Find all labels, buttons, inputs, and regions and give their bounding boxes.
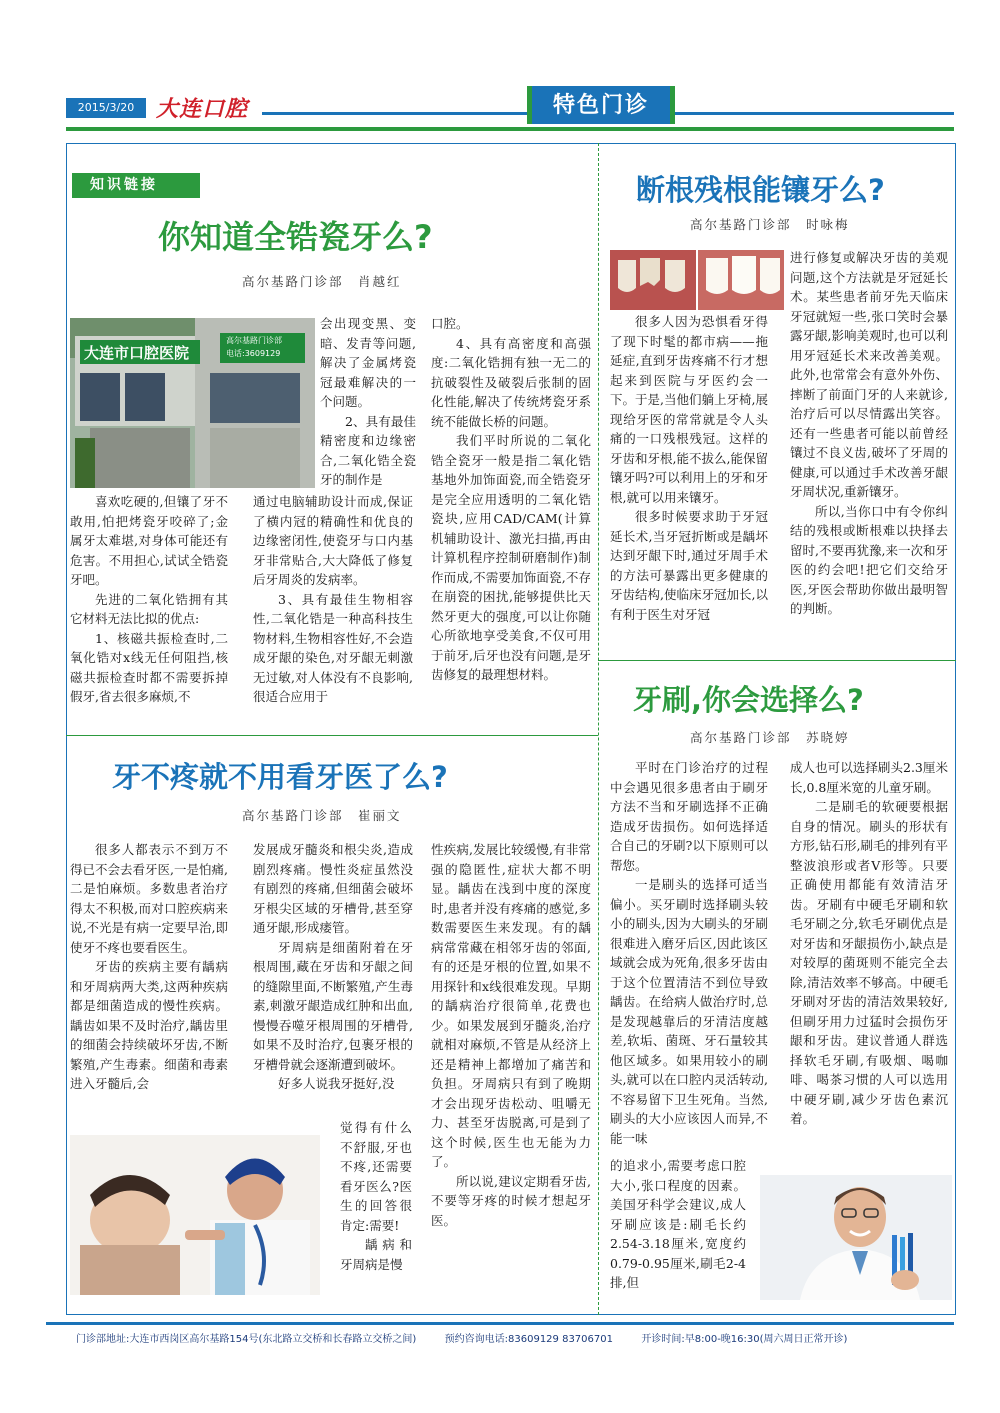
paragraph: 觉得有什么不舒服,牙也不疼,还需要看牙医么?医生的回答很肯定:需要! xyxy=(340,1120,412,1233)
paragraph: 很多人因为恐惧看牙得了现下时髦的都市病——拖延症,直到牙齿疼痛不行才想起来到医院与牙医约会一下。于是,当他们躺上牙椅,展现给牙医的常常就是令人头痛的一口残根残冠。这样的牙齿和牙根,能不拔么,能保留镶牙吗?可以利用上的牙和牙根,就可以用来镶牙。 xyxy=(610,314,768,505)
article4-byline: 高尔基路门诊部 苏晓婷 xyxy=(690,730,850,745)
clinic-building-photo xyxy=(70,318,315,488)
paragraph: 龋病和牙周病是慢 xyxy=(340,1237,412,1272)
dentist-smiling-icon xyxy=(760,1175,952,1300)
article1-title: 你知道全锆瓷牙么? xyxy=(158,218,433,256)
issue-date: 2015/3/20 xyxy=(66,98,146,118)
article1-col2-bottom xyxy=(253,492,413,707)
teeth-before-after-icon xyxy=(610,250,784,310)
column-divider xyxy=(598,143,599,1315)
article3-byline: 高尔基路门诊部 时咏梅 xyxy=(690,217,850,232)
paragraph: 先进的二氧化锆拥有其它材料无法比拟的优点: xyxy=(70,591,228,626)
article2-byline: 高尔基路门诊部 崔丽文 xyxy=(242,808,402,823)
paragraph: 1、核磁共振检查时,二氧化锆对x线无任何阻挡,核磁共振检查时都不需要拆掉假牙,省去很多麻烦,不 xyxy=(70,630,228,704)
dentist-exam-photo xyxy=(70,1135,320,1295)
article1-byline: 高尔基路门诊部 肖越红 xyxy=(242,274,402,289)
article1-col1 xyxy=(70,492,228,707)
clinic-sign-sub: 高尔基路门诊部 xyxy=(226,336,282,345)
paragraph: 所以说,建议定期看牙齿,不要等牙疼的时候才想起牙医。 xyxy=(431,1173,591,1228)
article2-col3 xyxy=(431,840,591,1230)
section-title: 特色门诊 xyxy=(527,86,675,124)
paragraph: 发展成牙髓炎和根尖炎,造成剧烈疼痛。慢性炎症虽然没有剧烈的疼痛,但细菌会破坏牙根尖区域的牙槽骨,甚至穿通牙龈,形成瘘管。 xyxy=(253,842,413,935)
paragraph: 性疾病,发展比较缓慢,有非常强的隐匿性,症状大都不明显。龋齿在浅到中度的深度时,患者并没有疼痛的感觉,多数需要医生来发现。有的龋病常常藏在相邻牙齿的邻面,有的还是牙根的位置,如果不用探针和x线很难发现。早期的龋病治疗很简单,花费也少。如果发展到牙髓炎,治疗就相对麻烦,不管是从经济上还是精神上都增加了痛苦和负担。牙周病只有到了晚期才会出现牙齿松动、咀嚼无力、甚至牙齿脱离,可是到了这个时候,医生也无能为力了。 xyxy=(431,842,591,1169)
footer-rule xyxy=(46,1322,954,1325)
article4-col2 xyxy=(790,758,948,1129)
footer-address: 门诊部地址:大连市西岗区高尔基路154号(东北路立交桥和长春路立交桥之间) xyxy=(76,1334,417,1345)
article2-col2-continued xyxy=(340,1118,412,1274)
publication-logo: 大连口腔 xyxy=(156,96,249,122)
clinic-sign-text: 大连市口腔医院 xyxy=(84,344,190,362)
article2-col1 xyxy=(70,840,228,1094)
paragraph: 通过电脑辅助设计而成,保证了横内冠的精确性和优良的边缘密闭性,使瓷牙与口内基牙非常贴合,大大降低了修复后牙周炎的发病率。 xyxy=(253,494,413,587)
paragraph: 我们平时所说的二氧化锆全瓷牙一般是指二氧化锆基地外加饰面瓷,而全锆瓷牙是完全应用透明的二氧化锆瓷块,应用CAD/CAM(计算机辅助设计、激光扫描,再由计算机程序控制研磨制作)制作而成,不需要加饰面瓷,不存在崩瓷的困扰,能够提供比天然牙更大的强度,可以让你随心所欲地享受美食,不仅可用于前牙,后牙也没有问题,是牙齿修复的最理想材料。 xyxy=(431,433,591,682)
footer-hours: 开诊时间:早8:00-晚16:30(周六周日正常开诊) xyxy=(641,1334,848,1345)
dentist-toothbrush-photo xyxy=(760,1175,952,1300)
article4-col1-continued xyxy=(610,1156,746,1293)
article1-col3 xyxy=(431,314,591,685)
right-divider xyxy=(598,660,956,661)
article1-col2-top xyxy=(320,314,416,490)
article4-title: 牙刷,你会选择么? xyxy=(633,683,864,717)
paragraph: 口腔。 xyxy=(431,316,469,331)
paragraph: 3、具有最佳生物相容性,二氧化锆是一种高科技生物材料,生物相容性好,不会造成牙龈的染色,对牙龈无刺激无过敏,对人体没有不良影响,很适合应用于 xyxy=(253,591,413,704)
header-rule-green xyxy=(66,127,954,131)
footer-phone: 预约咨询电话:83609129 83706701 xyxy=(444,1334,613,1345)
article3-col2 xyxy=(790,248,948,619)
paragraph: 一是刷头的选择可适当偏小。买牙刷时选择刷头较小的刷头,因为大刷头的牙刷很难进入磨牙后区,因此该区域就会成为死角,很多牙齿由于这个位置清洁不到位导致龋齿。在给病人做治疗时,总是发现越靠后的牙清洁度越差,软垢、菌斑、牙石量较其他区域多。如果用较小的刷头,就可以在口腔内灵活转动,不容易留下卫生死角。当然,刷头的大小应该因人而异,不能一味 xyxy=(610,877,768,1146)
broken-teeth-photo xyxy=(610,250,784,310)
paragraph: 成人也可以选择刷头2.3厘米长,0.8厘米宽的儿童牙刷。 xyxy=(790,760,948,795)
paragraph: 牙周病是细菌附着在牙根周围,藏在牙齿和牙龈之间的缝隙里面,不断繁殖,产生毒素,刺激牙龈造成红肿和出血,慢慢吞噬牙根周围的牙槽骨,如果不及时治疗,包裹牙根的牙槽骨就会逐渐遭到破坏。 xyxy=(253,939,413,1072)
paragraph: 好多人说我牙挺好,没 xyxy=(278,1076,395,1091)
clinic-sign-phone: 电话:3609129 xyxy=(226,349,281,358)
paragraph: 2、具有最佳精密度和边缘密合,二氧化锆全瓷牙的制作是 xyxy=(320,413,416,487)
article2-col2 xyxy=(253,840,413,1094)
article2-title: 牙不疼就不用看牙医了么? xyxy=(112,760,448,794)
article3-title: 断根残根能镶牙么? xyxy=(636,173,885,207)
dentist-exam-icon xyxy=(70,1135,320,1295)
paragraph: 很多时候要求助于牙冠延长术,当牙冠折断或是龋坏达到牙龈下时,通过牙周手术的方法可暴露出更多健康的牙齿结构,使临床牙冠加长,以有利于医生对牙冠 xyxy=(610,509,768,622)
left-divider xyxy=(66,735,598,736)
paragraph: 平时在门诊治疗的过程中会遇见很多患者由于刷牙方法不当和牙刷选择不正确造成牙齿损伤。如何选择适合自己的牙刷?以下原则可以帮您。 xyxy=(610,760,768,873)
footer-info xyxy=(76,1330,847,1345)
paragraph: 牙齿的疾病主要有龋病和牙周病两大类,这两种疾病都是细菌造成的慢性疾病。龋齿如果不及时治疗,龋齿里的细菌会持续破坏牙齿,不断繁殖,产生毒素。细菌和毒素进入牙髓后,会 xyxy=(70,959,228,1091)
article3-col1 xyxy=(610,312,768,624)
paragraph: 进行修复或解决牙齿的美观问题,这个方法就是牙冠延长术。某些患者前牙先天临床牙冠就短一些,张口笑时会暴露牙龈,影响美观时,也可以利用牙冠延长术来改善美观。此外,也常常会有意外外伤、摔断了前面门牙的人来就诊,治疗后可以尽情露出笑容。还有一些患者可能以前曾经镶过不良义齿,破坏了牙周的健康,可以通过手术改善牙龈牙周状况,重新镶牙。 xyxy=(790,250,948,499)
paragraph: 的追求小,需要考虑口腔大小,张口程度的因素。美国牙科学会建议,成人牙刷应该是:刷毛长约2.54-3.18厘米,宽度约0.79-0.95厘米,刷毛2-4排,但 xyxy=(610,1158,746,1290)
paragraph: 很多人都表示不到万不得已不会去看牙医,一是怕痛,二是怕麻烦。多数患者治疗得太不积极,而对口腔疾病来说,不光是有病一定要早治,即使牙不疼也要看医生。 xyxy=(70,842,228,955)
article4-col1 xyxy=(610,758,768,1148)
paragraph: 二是刷毛的软硬要根据自身的情况。刷头的形状有方形,钻石形,刷毛的排列有平整波浪形或者V形等。只要正确使用都能有效清洁牙齿。牙刷有中硬毛牙刷和软毛牙刷之分,软毛牙刷优点是对牙齿和牙龈损伤小,缺点是对较厚的菌斑则不能完全去除,清洁效率不够高。中硬毛牙刷对牙齿的清洁效果较好,但刷牙用力过猛时会损伤牙龈和牙齿。建议普通人群选择软毛牙刷,有吸烟、喝咖啡、喝茶习惯的人可以选用中硬牙刷,减少牙齿色素沉着。 xyxy=(790,799,948,1126)
paragraph: 会出现变黑、变暗、发青等问题,解决了金属烤瓷冠最难解决的一个问题。 xyxy=(320,316,416,409)
knowledge-link-tag: 知识链接 xyxy=(72,173,200,198)
paragraph: 4、具有高密度和高强度:二氧化锆拥有独一无二的抗破裂性及破裂后张制的固化性能,解决了传统烤瓷牙系统不能做长桥的问题。 xyxy=(431,335,591,429)
paragraph: 喜欢吃硬的,但镶了牙不敢用,怕把烤瓷牙咬碎了;金属牙太难堪,对身体可能还有危害。不用担心,试试全锆瓷牙吧。 xyxy=(70,494,228,587)
paragraph: 所以,当你口中有令你纠结的残根或断根难以抉择去留时,不要再犹豫,来一次和牙医的约会吧!把它们交给牙医,牙医会帮助你做出最明智的判断。 xyxy=(790,503,948,616)
